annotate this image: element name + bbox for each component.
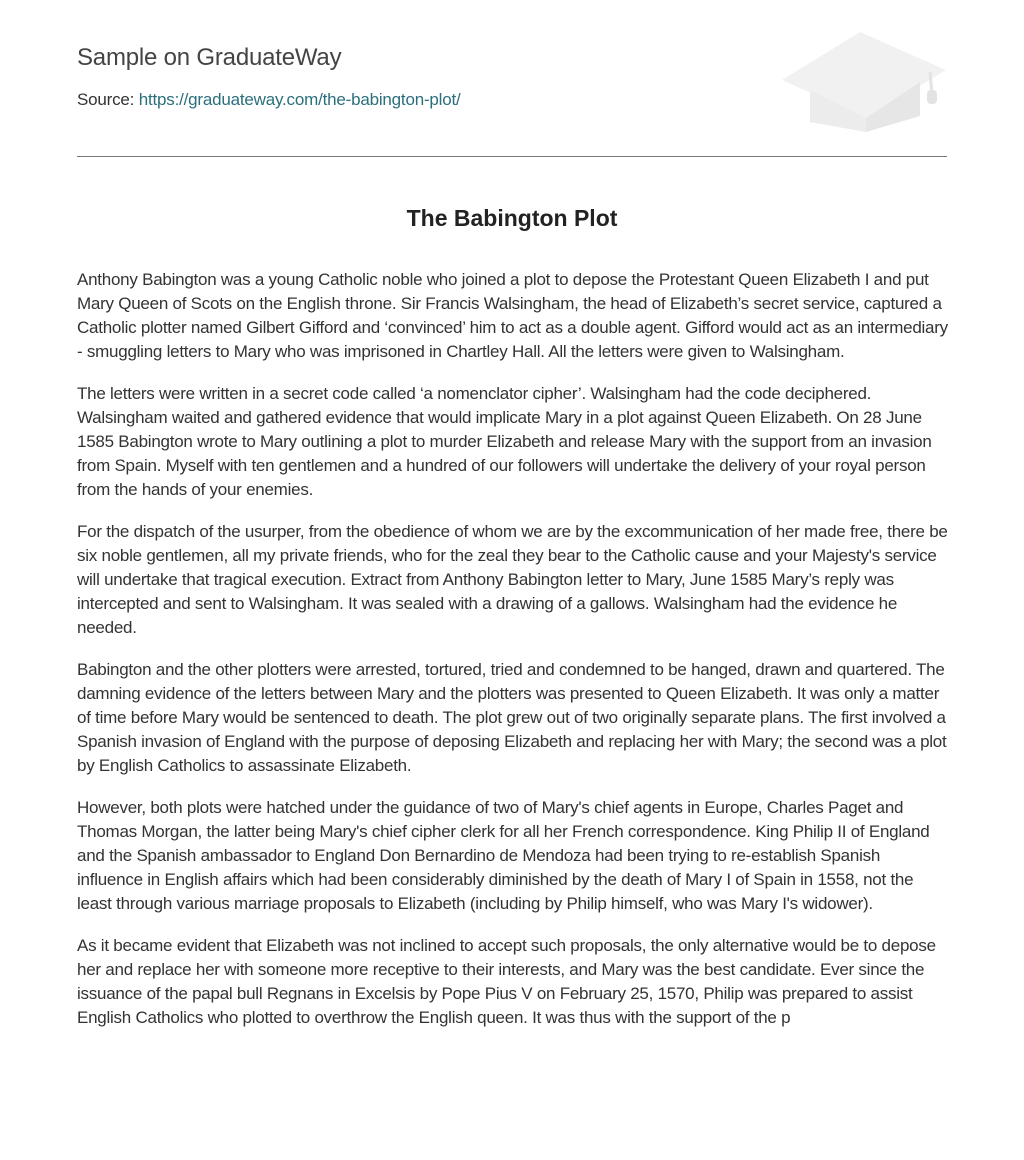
paragraph: However, both plots were hatched under the guidance of two of Mary's chief agents in Europe, Charles Paget and Thomas Morgan, the latter being Mary's chief cipher clerk for all her French correspondence. King Philip II of England and the Spanish ambassador to England Don Bernardino de Mendoza had been trying to re-establish Spanish influence in English affairs which had been considerably diminished by the death of Mary I of Spain in 1558, not the least through various marriage proposals to Elizabeth (including by Philip himself, who was Mary I's widower). [77,798,930,913]
paragraph: As it became evident that Elizabeth was not inclined to accept such proposals, the only alternative would be to depose her and replace her with someone more receptive to their interests, and Mary was the best candidate. Ever since the issuance of the papal bull Regnans in Excelsis by Pope Pius V on February 25, 1570, Philip was prepared to assist English Catholics who plotted to overthrow the English queen. It was thus with the support of the p [77,936,936,1027]
site-title: Sample on GraduateWay [77,44,342,71]
paragraph: For the dispatch of the usurper, from the obedience of whom we are by the excommunication of her made free, there be six noble gentlemen, all my private friends, who for the zeal they bear to the Catholic cause and your Majesty's service will undertake that tragical execution. Extract from Anthony Babington letter to Mary, June 1585 Mary’s reply was intercepted and sent to Walsingham. It was sealed with a drawing of a gallows. Walsingham had the evidence he needed. [77,522,948,637]
source-label: Source: [77,90,135,109]
article-title: The Babington Plot [406,205,618,231]
source-line [77,90,461,110]
paragraph: Babington and the other plotters were arrested, tortured, tried and condemned to be hanged, drawn and quartered. The damning evidence of the letters between Mary and the plotters was presented to Queen Elizabeth. It was only a matter of time before Mary would be sentenced to death. The plot grew out of two originally separate plans. The first involved a Spanish invasion of England with the purpose of deposing Elizabeth and replacing her with Mary; the second was a plot by English Catholics to assassinate Elizabeth. [77,660,947,775]
page-header [77,0,947,157]
article-body [77,268,949,1048]
paragraph: Anthony Babington was a young Catholic noble who joined a plot to depose the Protestant Queen Elizabeth I and put Mary Queen of Scots on the English throne. Sir Francis Walsingham, the head of Elizabeth’s secret service, captured a Catholic plotter named Gilbert Gifford and ‘convinced’ him to act as a double agent. Gifford would act as an intermediary - smuggling letters to Mary who was imprisoned in Chartley Hall. All the letters were given to Walsingham. [77,270,948,361]
source-link[interactable]: https://graduateway.com/the-babington-plot/ [138,90,461,109]
graduation-cap-icon [780,30,950,134]
paragraph: The letters were written in a secret code called ‘a nomenclator cipher’. Walsingham had the code deciphered. Walsingham waited and gathered evidence that would implicate Mary in a plot against Queen Elizabeth. On 28 June 1585 Babington wrote to Mary outlining a plot to murder Elizabeth and release Mary with the support from an invasion from Spain. Myself with ten gentlemen and a hundred of our followers will undertake the delivery of your royal person from the hands of your enemies. [77,384,932,499]
